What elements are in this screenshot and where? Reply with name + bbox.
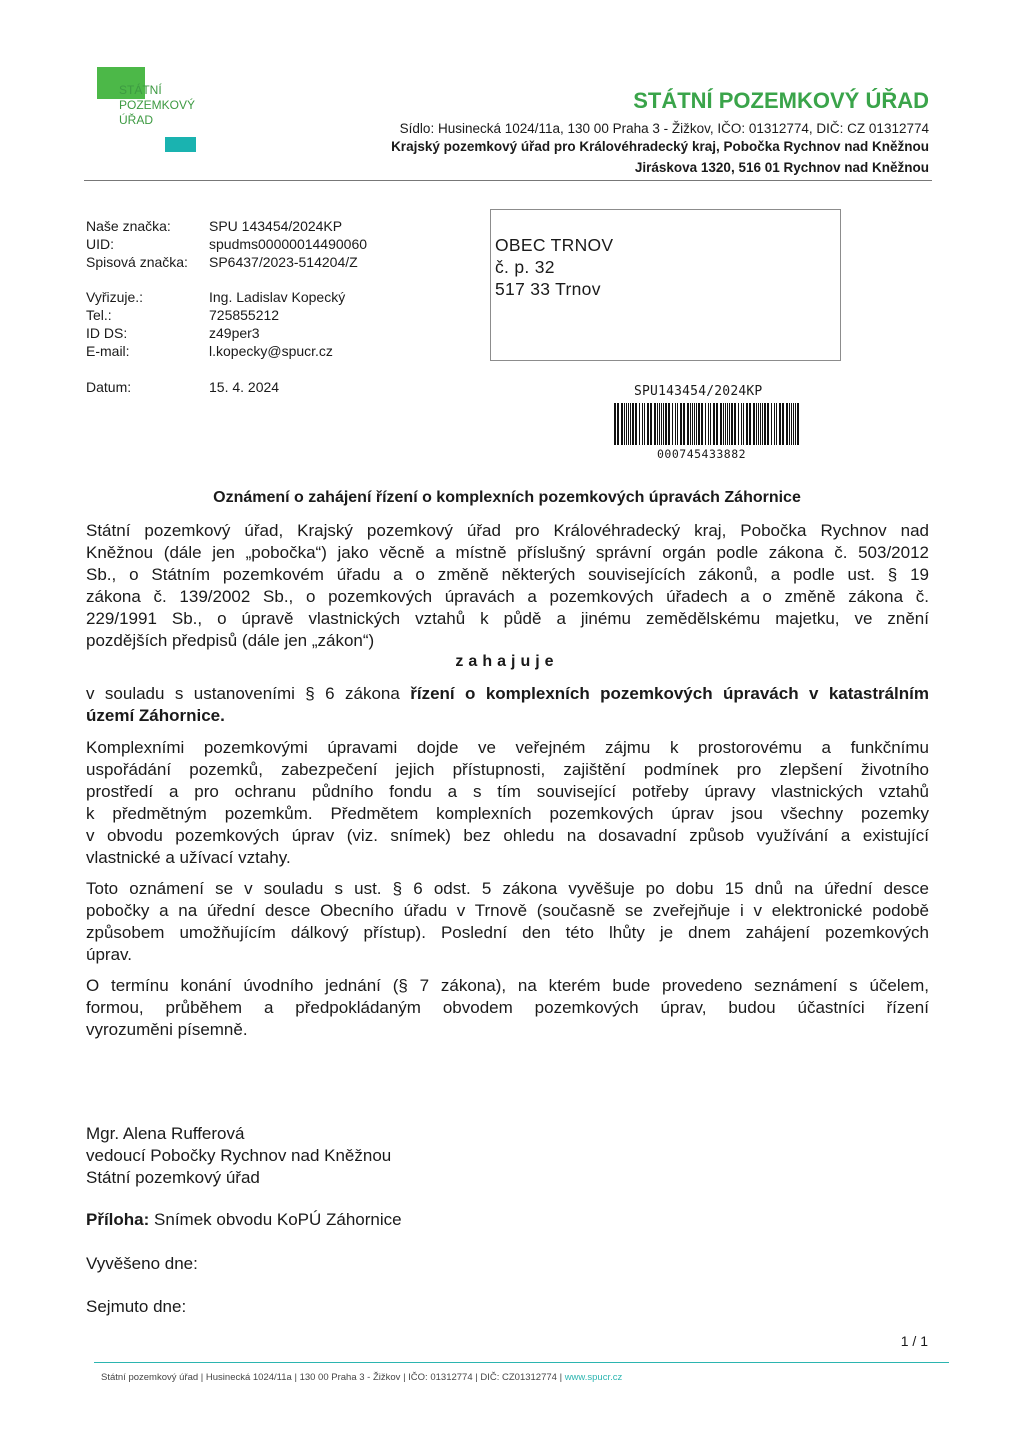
barcode-bar: [675, 403, 676, 445]
barcode-bar: [705, 403, 706, 445]
meta-tel-label: Tel.:: [86, 307, 112, 323]
barcode-bar: [630, 403, 631, 445]
org-title: STÁTNÍ POZEMKOVÝ ÚŘAD: [633, 88, 929, 113]
barcode-bar: [680, 403, 682, 445]
barcode-ref-text: SPU143454/2024KP: [634, 384, 763, 399]
barcode-bar: [692, 403, 693, 445]
barcode-bar: [797, 403, 799, 445]
barcode-bar: [786, 403, 788, 445]
decision-prefix: v souladu s ustanoveními § 6 zákona: [86, 684, 411, 703]
barcode-bar: [795, 403, 796, 445]
barcode-bar: [683, 403, 685, 445]
barcode-bar: [710, 403, 711, 445]
barcode-bar: [716, 403, 718, 445]
intro-line-5: 229/1991 Sb., o úpravě vlastnických vztahů k půdě a jinému zemědělskému majetku, ve znění: [86, 609, 929, 628]
intro-paragraph: [86, 520, 929, 652]
logo-text: [119, 83, 195, 128]
logo-line-3: ÚŘAD: [119, 113, 154, 127]
barcode-bar: [756, 403, 757, 445]
decision-bold-1: řízení o komplexních pozemkových úpravách v katastrálním: [410, 684, 929, 703]
barcode-bar: [632, 403, 634, 445]
barcode-bar: [690, 403, 691, 445]
barcode-bar: [782, 403, 784, 445]
barcode-bar: [665, 403, 667, 445]
decision-verb: zahajuje: [455, 653, 559, 670]
barcode-bar: [723, 403, 724, 445]
barcode-bar: [696, 403, 697, 445]
meeting-line-2: formou, průběhem a předpokládaným obvodem pozemkových úprav, budou účastníci řízení: [86, 998, 929, 1017]
decision-bold-2: území Záhornice.: [86, 706, 225, 725]
barcode-bar: [672, 403, 673, 445]
posting-line-2: pobočky a na úřední desce Obecního úřadu v Trnově (současně se zveřejňuje i v elektronické podobě: [86, 901, 929, 920]
meta-file-value: SP6437/2023-514204/Z: [209, 254, 358, 270]
barcode-bar: [727, 403, 728, 445]
barcode-bar: [746, 403, 748, 445]
meta-date-label: Datum:: [86, 379, 132, 395]
barcode-bar: [614, 403, 616, 445]
footer-divider: [94, 1362, 949, 1363]
barcode-bar: [753, 403, 755, 445]
footer-text: Státní pozemkový úřad | Husinecká 1024/11a | 130 00 Praha 3 - Žižkov | IČO: 01312774 | DIČ: CZ01312774 |: [101, 1372, 565, 1383]
meta-uid-label: UID:: [86, 236, 114, 252]
barcode-bar: [639, 403, 640, 445]
meta-handler-value: Ing. Ladislav Kopecký: [209, 289, 346, 305]
barcode-bar: [668, 403, 670, 445]
attachment-text: Snímek obvodu KoPÚ Záhornice: [149, 1210, 402, 1229]
meta-email-value: l.kopecky@spucr.cz: [209, 343, 333, 359]
barcode-bar: [628, 403, 629, 445]
logo-line-1: STÁTNÍ: [119, 83, 162, 97]
barcode-bar: [635, 403, 637, 445]
barcode-bar: [713, 403, 715, 445]
signature-block: [86, 1123, 391, 1189]
org-office: Krajský pozemkový úřad pro Královéhradecký kraj, Pobočka Rychnov nad Kněžnou: [391, 139, 929, 154]
purpose-line-4: k předmětným pozemkům. Předmětem komplexních pozemkových úprav jsou všechny pozemky: [86, 804, 929, 823]
barcode-bar: [701, 403, 703, 445]
recipient-line-1: OBEC TRNOV: [495, 235, 614, 255]
page-number: 1 / 1: [900, 1333, 928, 1349]
purpose-line-2: uspořádání pozemků, zabezpečení jejich přístupnosti, zajištění podmínek pro zlepšení životního: [86, 760, 929, 779]
footer: [101, 1372, 622, 1383]
purpose-line-1: Komplexními pozemkovými úpravami dojde ve veřejném zájmu k prostorovému a funkčnímu: [86, 738, 929, 757]
barcode-bar: [762, 403, 763, 445]
barcode-bar: [749, 403, 751, 445]
barcode-bar: [764, 403, 766, 445]
meta-tel-value: 725855212: [209, 307, 280, 323]
decision-paragraph: [86, 683, 929, 727]
barcode-bar: [793, 403, 794, 445]
org-seat: Sídlo: Husinecká 1024/11a, 130 00 Praha 3 - Žižkov, IČO: 01312774, DIČ: CZ 01312774: [399, 121, 929, 136]
barcode-bar: [791, 403, 792, 445]
meta-our-ref-label: Naše značka:: [86, 218, 171, 234]
barcode-bar: [617, 403, 619, 445]
document-subject: Oznámení o zahájení řízení o komplexních pozemkových úpravách Záhornice: [213, 489, 801, 506]
barcode: [614, 403, 802, 445]
intro-line-4: zákona č. 139/2002 Sb., o pozemkových úpravách a pozemkových úřadech a o změně zákona č.: [86, 587, 929, 606]
barcode-bar: [743, 403, 744, 445]
barcode-bar: [758, 403, 759, 445]
barcode-bar: [779, 403, 781, 445]
signature-name: Mgr. Alena Rufferová: [86, 1124, 245, 1143]
barcode-bar: [657, 403, 658, 445]
footer-web-link[interactable]: www.spucr.cz: [564, 1372, 623, 1383]
intro-line-3: Sb., o Státním pozemkovém úřadu a o změně některých souvisejících zákonů, a podle ust. § 19: [86, 565, 929, 584]
barcode-bar: [725, 403, 726, 445]
barcode-bar: [708, 403, 709, 445]
signature-role: vedoucí Pobočky Rychnov nad Kněžnou: [86, 1146, 392, 1165]
barcode-bar: [760, 403, 761, 445]
barcode-bar: [624, 403, 625, 445]
barcode-bar: [720, 403, 722, 445]
intro-line-2: Kněžnou (dále jen „pobočka“) jako věcně a místně příslušný správní orgán podle zákona č. 503/2012: [86, 543, 929, 562]
barcode-bar: [731, 403, 733, 445]
meta-our-ref-value: SPU 143454/2024KP: [209, 218, 343, 234]
meta-ds-label: ID DS:: [86, 325, 128, 341]
attachment-label: Příloha:: [86, 1210, 150, 1229]
barcode-bar: [698, 403, 700, 445]
posting-paragraph: [86, 878, 929, 966]
barcode-bar: [621, 403, 623, 445]
decision-line-2: [86, 705, 929, 727]
barcode-bar: [687, 403, 689, 445]
meeting-line-3: vyrozuměni písemně.: [86, 1020, 248, 1039]
logo-teal-block: [165, 137, 196, 152]
barcode-bar: [771, 403, 772, 445]
barcode-bar: [789, 403, 790, 445]
meeting-paragraph: [86, 975, 929, 1041]
barcode-bar: [626, 403, 627, 445]
barcode-bar: [654, 403, 656, 445]
barcode-bar: [661, 403, 662, 445]
attachment-line: [86, 1210, 402, 1230]
removed-date-label: Sejmuto dne:: [86, 1297, 187, 1316]
barcode-bar: [741, 403, 742, 445]
recipient-line-2: č. p. 32: [495, 257, 555, 277]
purpose-line-3: prostředí a pro ochranu půdního fondu a s tím související potřeby úpravy vlastnických vztahů: [86, 782, 929, 801]
posted-date-label: Vyvěšeno dne:: [86, 1254, 198, 1273]
barcode-bar: [663, 403, 664, 445]
meta-uid-value: spudms00000014490060: [209, 236, 368, 252]
barcode-bar: [650, 403, 652, 445]
barcode-bar: [776, 403, 777, 445]
barcode-bar: [694, 403, 695, 445]
barcode-bar: [734, 403, 736, 445]
posting-line-4: úprav.: [86, 945, 132, 964]
purpose-line-5: v obvodu pozemkových úprav (viz. snímek) bez ohledu na dosavadní způsob využívání a existující: [86, 826, 929, 845]
signature-org: Státní pozemkový úřad: [86, 1168, 260, 1187]
decision-line-1: [86, 683, 929, 705]
barcode-bar: [738, 403, 739, 445]
meeting-line-1: O termínu konání úvodního jednání (§ 7 zákona), na kterém bude provedeno seznámení s účelem,: [86, 976, 929, 995]
org-address: Jiráskova 1320, 516 01 Rychnov nad Kněžnou: [634, 160, 929, 175]
meta-handler-label: Vyřizuje.:: [86, 289, 144, 305]
barcode-bar: [774, 403, 775, 445]
meta-ds-value: z49per3: [209, 325, 260, 341]
barcode-bar: [642, 403, 643, 445]
intro-line-1: Státní pozemkový úřad, Krajský pozemkový úřad pro Královéhradecký kraj, Pobočka Rychnov nad: [86, 521, 929, 540]
logo-line-2: POZEMKOVÝ: [119, 98, 196, 112]
barcode-bar: [677, 403, 678, 445]
purpose-line-6: vlastnické a užívací vztahy.: [86, 848, 291, 867]
posting-line-1: Toto oznámení se v souladu s ust. § 6 odst. 5 zákona vyvěšuje po dobu 15 dnů na úřední desce: [86, 879, 929, 898]
barcode-bar: [647, 403, 649, 445]
barcode-bar: [659, 403, 660, 445]
barcode-bar: [767, 403, 769, 445]
meta-file-label: Spisová značka:: [86, 254, 188, 270]
header-divider: [84, 180, 932, 181]
posting-line-3: způsobem umožňujícím dálkový přístup). Poslední den této lhůty je dnem zahájení pozemkových: [86, 923, 929, 942]
barcode-number-text: 000745433882: [657, 447, 747, 461]
meta-date-value: 15. 4. 2024: [209, 379, 280, 395]
meta-email-label: E-mail:: [86, 343, 130, 359]
intro-line-6: pozdějších předpisů (dále jen „zákon“): [86, 631, 375, 650]
barcode-bar: [644, 403, 645, 445]
recipient-line-3: 517 33 Trnov: [495, 279, 601, 299]
purpose-paragraph: [86, 737, 929, 869]
barcode-bar: [729, 403, 730, 445]
